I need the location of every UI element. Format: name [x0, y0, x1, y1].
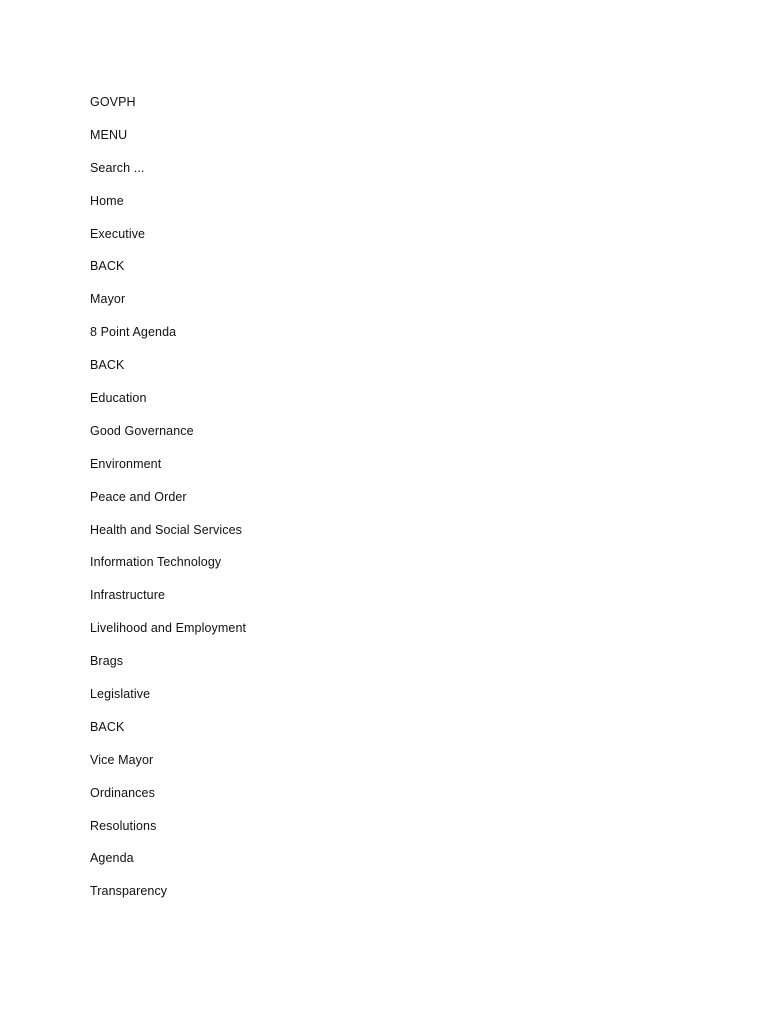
nav-item-back[interactable]: BACK: [90, 259, 125, 274]
nav-item-resolutions[interactable]: Resolutions: [90, 818, 157, 833]
nav-item-menu[interactable]: MENU: [90, 127, 128, 142]
nav-item-infrastructure[interactable]: Infrastructure: [90, 588, 166, 603]
nav-item-home[interactable]: Home: [90, 193, 124, 208]
nav-item-mayor[interactable]: Mayor: [90, 292, 126, 307]
nav-item-legislative[interactable]: Legislative: [90, 687, 151, 702]
nav-item-education[interactable]: Education: [90, 391, 147, 406]
nav-item-ordinances[interactable]: Ordinances: [90, 785, 155, 800]
nav-item-search[interactable]: Search ...: [90, 160, 145, 175]
nav-item-livelihood-and-employment[interactable]: Livelihood and Employment: [90, 621, 247, 636]
nav-item-back[interactable]: BACK: [90, 719, 125, 734]
nav-item-health-and-social-services[interactable]: Health and Social Services: [90, 522, 242, 537]
nav-item-vice-mayor[interactable]: Vice Mayor: [90, 752, 154, 767]
nav-item-8-point-agenda[interactable]: 8 Point Agenda: [90, 325, 177, 340]
nav-item-peace-and-order[interactable]: Peace and Order: [90, 489, 187, 504]
nav-item-agenda[interactable]: Agenda: [90, 851, 134, 866]
nav-item-good-governance[interactable]: Good Governance: [90, 423, 194, 438]
nav-item-transparency[interactable]: Transparency: [90, 884, 168, 899]
nav-item-information-technology[interactable]: Information Technology: [90, 555, 222, 570]
nav-item-environment[interactable]: Environment: [90, 456, 162, 471]
nav-item-executive[interactable]: Executive: [90, 226, 146, 241]
nav-item-brags[interactable]: Brags: [90, 654, 124, 669]
nav-item-back[interactable]: BACK: [90, 358, 125, 373]
navigation-menu-list: [90, 93, 246, 915]
nav-item-govph[interactable]: GOVPH: [90, 95, 136, 109]
